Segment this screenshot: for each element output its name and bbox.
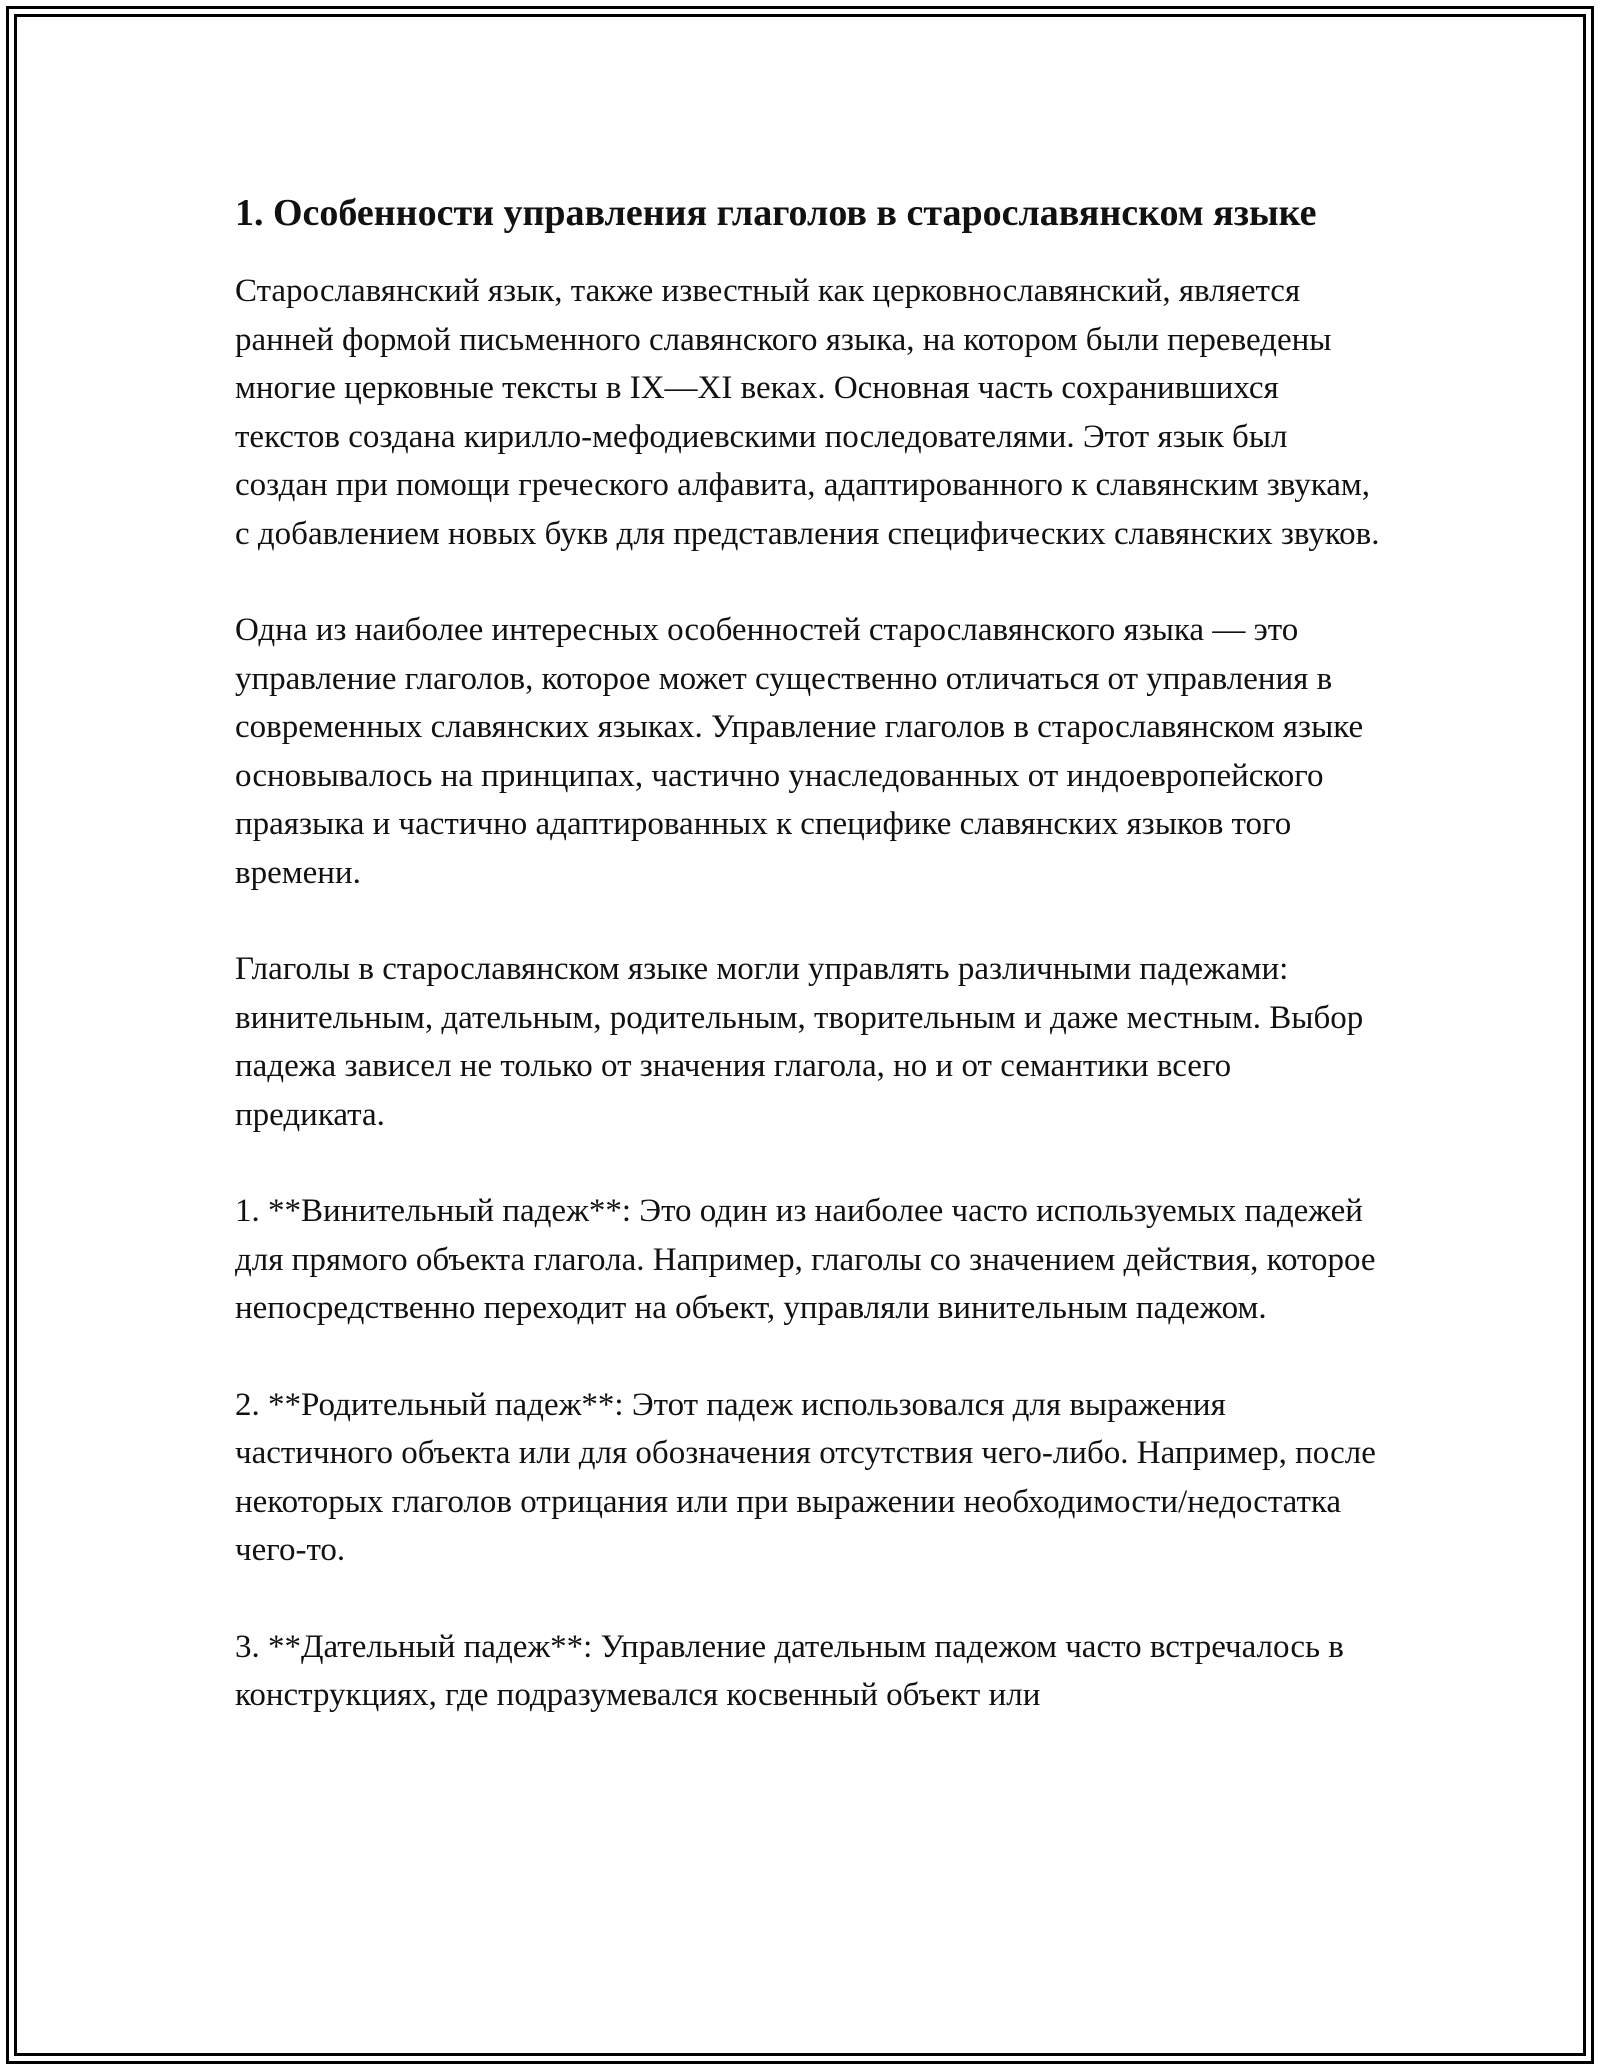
paragraph-verb-government: Одна из наиболее интересных особенностей старославянского языка — это управление глаголов, которое может существенно отличаться от управления в современных славянских языках. Управление глаголов в старославянском языке основывалось на принципах, частично унаследованных от индоевропейского праязыка и частично адаптированных к специфике славянских языков того времени.	[235, 612, 1364, 891]
section-heading: 1. Особенности управления глаголов в старославянском языке	[235, 192, 1317, 234]
paragraph-intro: Старославянский язык, также известный как церковнославянский, является ранней формой письменного славянского языка, на котором были переведены многие церковные тексты в IX—XI веках. Основная часть сохранившихся текстов создана кирилло-мефодиевскими последователями. Этот язык был создан при помощи греческого алфавита, адаптированного к славянским звукам, с добавлением новых букв для представления специфических славянских звуков.	[235, 273, 1380, 552]
list-item-dative: 3. **Дательный падеж**: Управление дательным падежом часто встречалось в конструкциях, где подразумевался косвенный объект или	[235, 1628, 1344, 1713]
list-item-genitive: 2. **Родительный падеж**: Этот падеж использовался для выражения частичного объекта или для обозначения отсутствия чего-либо. Например, после некоторых глаголов отрицания или при выражении необходимости/недостатка чего-то.	[235, 1386, 1376, 1568]
list-item-accusative: 1. **Винительный падеж**: Это один из наиболее часто используемых падежей для прямого объекта глагола. Например, глаголы со значением действия, которое непосредственно переходит на объект, управляли винительным падежом.	[235, 1193, 1376, 1326]
paragraph-cases: Глаголы в старославянском языке могли управлять различными падежами: винительным, дательным, родительным, творительным и даже местным. Выбор падежа зависел не только от значения глагола, но и от семантики всего предиката.	[235, 951, 1364, 1133]
document-body	[235, 186, 1385, 1720]
